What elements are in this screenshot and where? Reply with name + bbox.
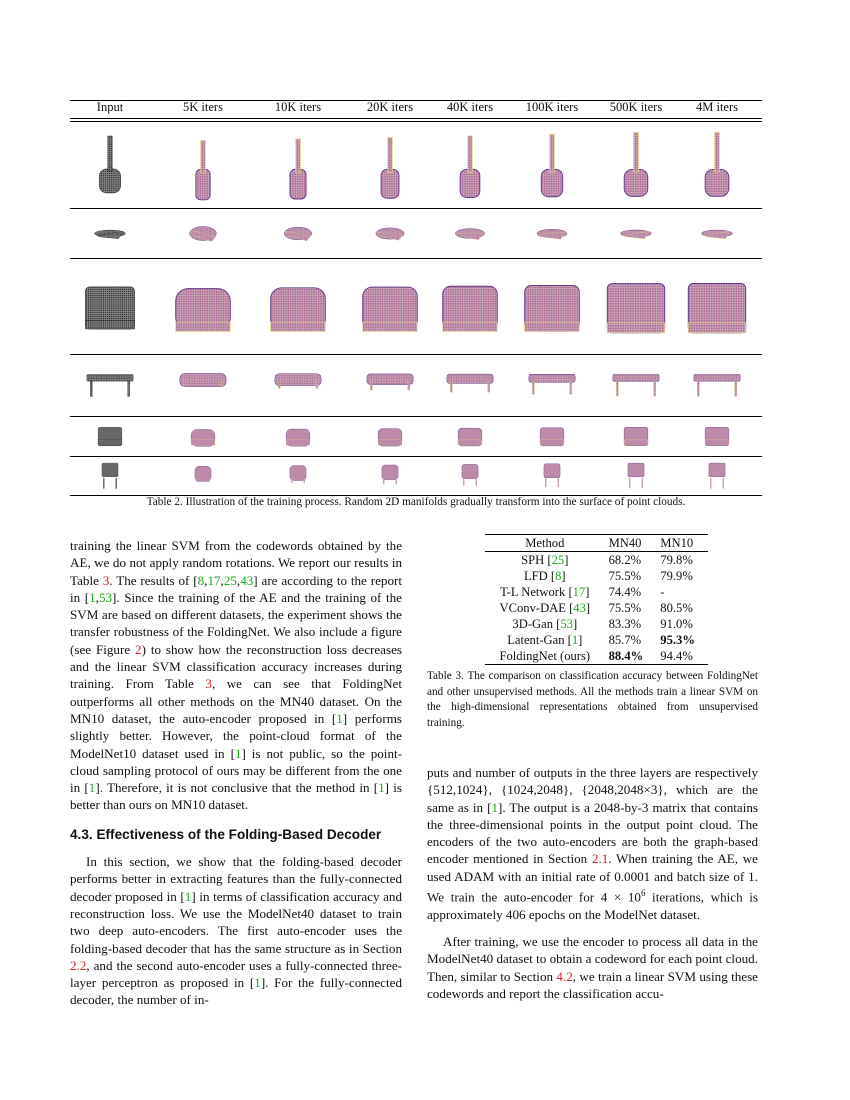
sofa-reconstruction: [164, 262, 242, 351]
method-name: 3D-Gan: [512, 616, 553, 631]
text-run: . The results of [: [109, 572, 198, 588]
text-run: ] is better than ours on MN10 dataset.: [70, 780, 402, 813]
citation-link[interactable]: 25: [223, 572, 237, 588]
mn10-cell: 80.5%: [660, 600, 693, 615]
method-cell: [485, 648, 605, 665]
citation-link[interactable]: 1: [491, 799, 498, 815]
mn40-cell: 83.3%: [608, 616, 642, 631]
mn40-cell: 74.4%: [608, 584, 642, 599]
chair-reconstruction: [164, 460, 242, 491]
table-3-row: [485, 616, 708, 632]
table-shape-graphic: [513, 358, 591, 413]
chair-reconstruction: [676, 460, 758, 491]
text-run: ,: [95, 589, 99, 605]
sofa-shape-graphic: [164, 262, 242, 351]
column-header: 100K iters: [525, 100, 579, 114]
guitar-shape-graphic: [431, 126, 509, 205]
table-ref-link[interactable]: 3: [102, 572, 110, 588]
text-run: , we can see that FoldingNet outperforms all other methods on the MN40 dataset. On the MN10 dataset, the auto-encoder proposed in [: [70, 676, 402, 726]
row-separator: [70, 354, 762, 355]
figure-ref-link[interactable]: 2: [135, 641, 142, 657]
table-3-row: [485, 632, 708, 648]
figure-row-armchair: [70, 418, 762, 455]
guitar-shape-graphic: [164, 126, 242, 205]
armchair-reconstruction: [431, 420, 509, 453]
airplane-shape-graphic: [164, 212, 242, 255]
guitar-reconstruction: [676, 126, 758, 205]
chair-shape-graphic: [431, 460, 509, 491]
airplane-reconstruction: [595, 212, 677, 255]
mn10-cell: -: [660, 584, 665, 599]
citation-link[interactable]: 53: [98, 589, 113, 605]
table-3: [485, 534, 708, 665]
chair-shape-graphic: [351, 460, 429, 491]
airplane-shape-graphic: [431, 212, 509, 255]
method-cell: Latent-Gan [1]: [507, 632, 583, 647]
guitar-shape-graphic: [513, 126, 591, 205]
column-header: 500K iters: [609, 100, 663, 114]
mn40-cell: 75.5%: [608, 568, 642, 583]
citation-link[interactable]: 1: [571, 632, 579, 647]
airplane-reconstruction: [164, 212, 242, 255]
sofa-reconstruction: [259, 262, 337, 351]
citation-link[interactable]: 25: [551, 552, 565, 567]
guitar-reconstruction: [351, 126, 429, 205]
row-separator: [70, 258, 762, 259]
sofa-shape-graphic: [595, 262, 677, 351]
sofa-shape-graphic: [431, 262, 509, 351]
text-run: ,: [204, 572, 208, 588]
column-header: 4M iters: [695, 100, 738, 114]
guitar-reconstruction: [513, 126, 591, 205]
column-header: Input: [96, 100, 124, 114]
table-shape-graphic: [259, 358, 337, 413]
method-cell: T-L Network [17]: [500, 584, 590, 599]
guitar-reconstruction: [259, 126, 337, 205]
sofa-shape-graphic: [676, 262, 758, 351]
citation-link[interactable]: 1: [336, 710, 343, 726]
armchair-reconstruction: [595, 420, 677, 453]
mn10-cell: 91.0%: [660, 616, 693, 631]
chair-input-point-cloud: [75, 460, 145, 491]
guitar-shape-graphic: [259, 126, 337, 205]
guitar-reconstruction: [164, 126, 242, 205]
sofa-reconstruction: [351, 262, 429, 351]
sofa-reconstruction: [513, 262, 591, 351]
method-name: FoldingNet (ours): [499, 648, 591, 663]
armchair-reconstruction: [513, 420, 591, 453]
method-name: T-L Network: [500, 584, 566, 599]
right-paragraph-1: [427, 764, 758, 923]
sofa-reconstruction: [676, 262, 758, 351]
table-3-caption: Table 3. The comparison on classification accuracy between FoldingNet and other unsupervised methods. All the methods train a linear SVM on the high-dimensional representations obtained from unsupervised training.: [427, 670, 758, 729]
airplane-reconstruction: [351, 212, 429, 255]
text-run: ] performs slightly better. However, the point-cloud format of the ModelNet10 dataset used in [: [70, 710, 402, 761]
table-2-caption: Table 2. Illustration of the training process. Random 2D manifolds gradually transform into the surface of point clouds.: [146, 496, 686, 508]
chair-reconstruction: [431, 460, 509, 491]
chair-reconstruction: [513, 460, 591, 491]
text-run: ]. The output is a 2048-by-3 matrix that contains the three-dimensional points in the output point cloud. The encoders of the two auto-encoders are both the graph-based encoder mentioned in Section: [427, 799, 758, 867]
citation-link[interactable]: 1: [234, 745, 242, 761]
chair-reconstruction: [351, 460, 429, 491]
chair-shape-graphic: [75, 460, 145, 491]
guitar-reconstruction: [431, 126, 509, 205]
text-run: ] in terms of classification accuracy and reconstruction loss. We use the ModelNet40 dataset to train two deep auto-encoders. The first auto-encoder uses the folding-based decoder that has the same structure as in Section: [70, 888, 402, 956]
column-header: 5K iters: [183, 100, 223, 114]
method-cell: SPH [25]: [521, 552, 569, 567]
section-heading: 4.3. Effectiveness of the Folding-Based Decoder: [70, 826, 382, 842]
header-rule-1: [70, 118, 762, 119]
airplane-reconstruction: [259, 212, 337, 255]
left-column: [70, 537, 402, 1009]
airplane-shape-graphic: [351, 212, 429, 255]
method-name: LFD: [523, 568, 548, 583]
column-header: 20K iters: [366, 100, 414, 114]
chair-shape-graphic: [513, 460, 591, 491]
table-3-row: [485, 584, 708, 600]
citation-link[interactable]: 1: [184, 888, 192, 904]
table-3-row: [485, 552, 708, 569]
table-reconstruction: [676, 358, 758, 413]
airplane-shape-graphic: [75, 212, 145, 255]
armchair-shape-graphic: [513, 420, 591, 453]
chair-shape-graphic: [676, 460, 758, 491]
mn40-cell: 68.2%: [608, 552, 642, 567]
armchair-shape-graphic: [164, 420, 242, 453]
table-shape-graphic: [676, 358, 758, 413]
sofa-reconstruction: [595, 262, 677, 351]
table-shape-graphic: [164, 358, 242, 413]
header-mn40: MN40: [605, 535, 657, 552]
exponent: 6: [640, 888, 646, 899]
table-3-body: [485, 552, 708, 665]
left-paragraph-2: [70, 853, 402, 1009]
text-run: ] are according to the report in [: [70, 572, 402, 605]
guitar-shape-graphic: [351, 126, 429, 205]
table-3-grid: [485, 534, 708, 665]
citation-link[interactable]: 17: [572, 584, 586, 599]
armchair-input-point-cloud: [75, 420, 145, 453]
armchair-shape-graphic: [75, 420, 145, 453]
sofa-reconstruction: [431, 262, 509, 351]
guitar-reconstruction: [595, 126, 677, 205]
column-header: 40K iters: [446, 100, 494, 114]
figure-row-chair: [70, 458, 762, 493]
citation-link[interactable]: 1: [88, 780, 96, 796]
table-reconstruction: [259, 358, 337, 413]
row-separator: [70, 456, 762, 457]
armchair-reconstruction: [259, 420, 337, 453]
figure-row-airplane: [70, 210, 762, 257]
text-run: ]. For the fully-connected decoder, the number of in-: [70, 975, 402, 1008]
chair-shape-graphic: [259, 460, 337, 491]
sofa-shape-graphic: [351, 262, 429, 351]
header-method: Method: [485, 535, 605, 552]
chair-shape-graphic: [164, 460, 242, 491]
airplane-shape-graphic: [259, 212, 337, 255]
row-separator: [70, 416, 762, 417]
citation-link[interactable]: 1: [378, 780, 385, 796]
text-run: ,: [236, 572, 241, 588]
airplane-input-point-cloud: [75, 212, 145, 255]
text-run: iterations, which is approximately 406 epochs on the ModelNet dataset.: [427, 889, 758, 922]
table-reconstruction: [164, 358, 242, 413]
sofa-shape-graphic: [75, 262, 145, 351]
citation-link[interactable]: 1: [254, 975, 261, 991]
guitar-shape-graphic: [75, 126, 145, 205]
mn10-cell: 95.3%: [660, 632, 695, 647]
airplane-shape-graphic: [676, 212, 758, 255]
sofa-input-point-cloud: [75, 262, 145, 351]
method-name: SPH: [521, 552, 545, 567]
airplane-shape-graphic: [595, 212, 677, 255]
table-shape-graphic: [595, 358, 677, 413]
mn10-cell: 79.9%: [660, 568, 693, 583]
guitar-input-point-cloud: [75, 126, 145, 205]
table-shape-graphic: [351, 358, 429, 413]
airplane-reconstruction: [513, 212, 591, 255]
armchair-shape-graphic: [351, 420, 429, 453]
citation-link[interactable]: 53: [560, 616, 573, 631]
table-2-figure: [70, 100, 762, 496]
mn10-cell: 79.8%: [660, 552, 693, 567]
table-3-row: [485, 568, 708, 584]
right-paragraph-2: [427, 933, 758, 1002]
sofa-shape-graphic: [259, 262, 337, 351]
citation-link[interactable]: 8: [197, 572, 205, 588]
table-reconstruction: [595, 358, 677, 413]
left-paragraph-1: [70, 537, 402, 814]
airplane-reconstruction: [676, 212, 758, 255]
text-run: ) to show how the reconstruction loss decreases and the linear SVM classification accuracy increases during training. From Table: [70, 641, 402, 692]
method-name: Latent-Gan: [507, 632, 565, 647]
text-run: ] is not public, so the point-cloud sampling protocol of ours may be different from the one in [: [70, 745, 402, 796]
text-run: ]. Therefore, it is not conclusive that the method in [: [95, 780, 379, 796]
guitar-shape-graphic: [676, 126, 758, 205]
sofa-shape-graphic: [513, 262, 591, 351]
method-cell: 3D-Gan [53]: [512, 616, 578, 631]
method-cell: VConv-DAE [43]: [499, 600, 591, 615]
section-ref-link[interactable]: 4.2: [556, 968, 573, 984]
chair-reconstruction: [259, 460, 337, 491]
section-ref-link[interactable]: 2.2: [70, 957, 87, 973]
text-run: , and the second auto-encoder uses a fully-connected three-layer perceptron as proposed in [: [70, 957, 402, 991]
airplane-reconstruction: [431, 212, 509, 255]
armchair-shape-graphic: [595, 420, 677, 453]
armchair-shape-graphic: [431, 420, 509, 453]
text-run: ,: [220, 572, 224, 588]
armchair-shape-graphic: [259, 420, 337, 453]
mn10-cell: 94.4%: [656, 648, 708, 665]
text-run: After training, we use the encoder to process all data in the ModelNet40 dataset to obtain a codeword for each point cloud. Then, similar to Section: [427, 934, 758, 984]
mn40-cell: 85.7%: [608, 632, 642, 647]
table-reconstruction: [431, 358, 509, 413]
airplane-shape-graphic: [513, 212, 591, 255]
citation-link[interactable]: 43: [240, 572, 254, 588]
table-shape-graphic: [431, 358, 509, 413]
table-reconstruction: [513, 358, 591, 413]
right-column: [427, 764, 758, 1002]
header-mn10: MN10: [656, 535, 708, 552]
text-run: training the linear SVM from the codewords obtained by the AE, we do not apply random rotations. We report our results in Table: [70, 538, 402, 588]
table-3-row: [485, 600, 708, 616]
column-header: 10K iters: [274, 100, 322, 114]
text-run: puts and number of outputs in the three layers are respectively {512,1024}, {1024,2048}, {2048,2048×3}, which are the same as in [: [427, 765, 758, 815]
figure-row-guitar: [70, 124, 762, 207]
text-run: . When training the AE, we used ADAM with an initial rate of 0.0001 and batch size of 1. We train the auto-encoder for 4 × 10: [427, 851, 758, 905]
guitar-shape-graphic: [595, 126, 677, 205]
table-3-row: [485, 648, 708, 665]
armchair-reconstruction: [351, 420, 429, 453]
method-cell: LFD [8]: [523, 568, 566, 583]
armchair-shape-graphic: [676, 420, 758, 453]
row-separator: [70, 208, 762, 209]
armchair-reconstruction: [676, 420, 758, 453]
figure-row-table: [70, 356, 762, 415]
citation-link[interactable]: 17: [207, 572, 221, 588]
method-name: VConv-DAE: [499, 600, 566, 615]
chair-reconstruction: [595, 460, 677, 491]
chair-shape-graphic: [595, 460, 677, 491]
table-shape-graphic: [75, 358, 145, 413]
section-ref-link[interactable]: 2.1: [591, 851, 609, 867]
table-3-header-row: [485, 535, 708, 552]
citation-link[interactable]: 8: [555, 568, 562, 583]
citation-link[interactable]: 43: [573, 600, 586, 615]
mn40-cell: 88.4%: [605, 648, 657, 665]
armchair-reconstruction: [164, 420, 242, 453]
citation-link[interactable]: 1: [89, 589, 96, 605]
mn40-cell: 75.5%: [608, 600, 642, 615]
figure-row-sofa: [70, 260, 762, 353]
header-rule-2: [70, 121, 762, 122]
text-run: In this section, we show that the folding-based decoder performs better in extracting features than the fully-connected decoder proposed in [: [70, 854, 402, 904]
text-run: ]. Since the training of the AE and the training of the SVM are based on different datasets, the experiment shows the transfer robustness of the FoldingNet. We also include a figure (see Figure: [70, 589, 402, 657]
table-input-point-cloud: [75, 358, 145, 413]
table-reconstruction: [351, 358, 429, 413]
text-run: , we train a linear SVM using these codewords and report the classification accu-: [427, 968, 758, 1001]
table-ref-link[interactable]: 3: [205, 676, 212, 692]
